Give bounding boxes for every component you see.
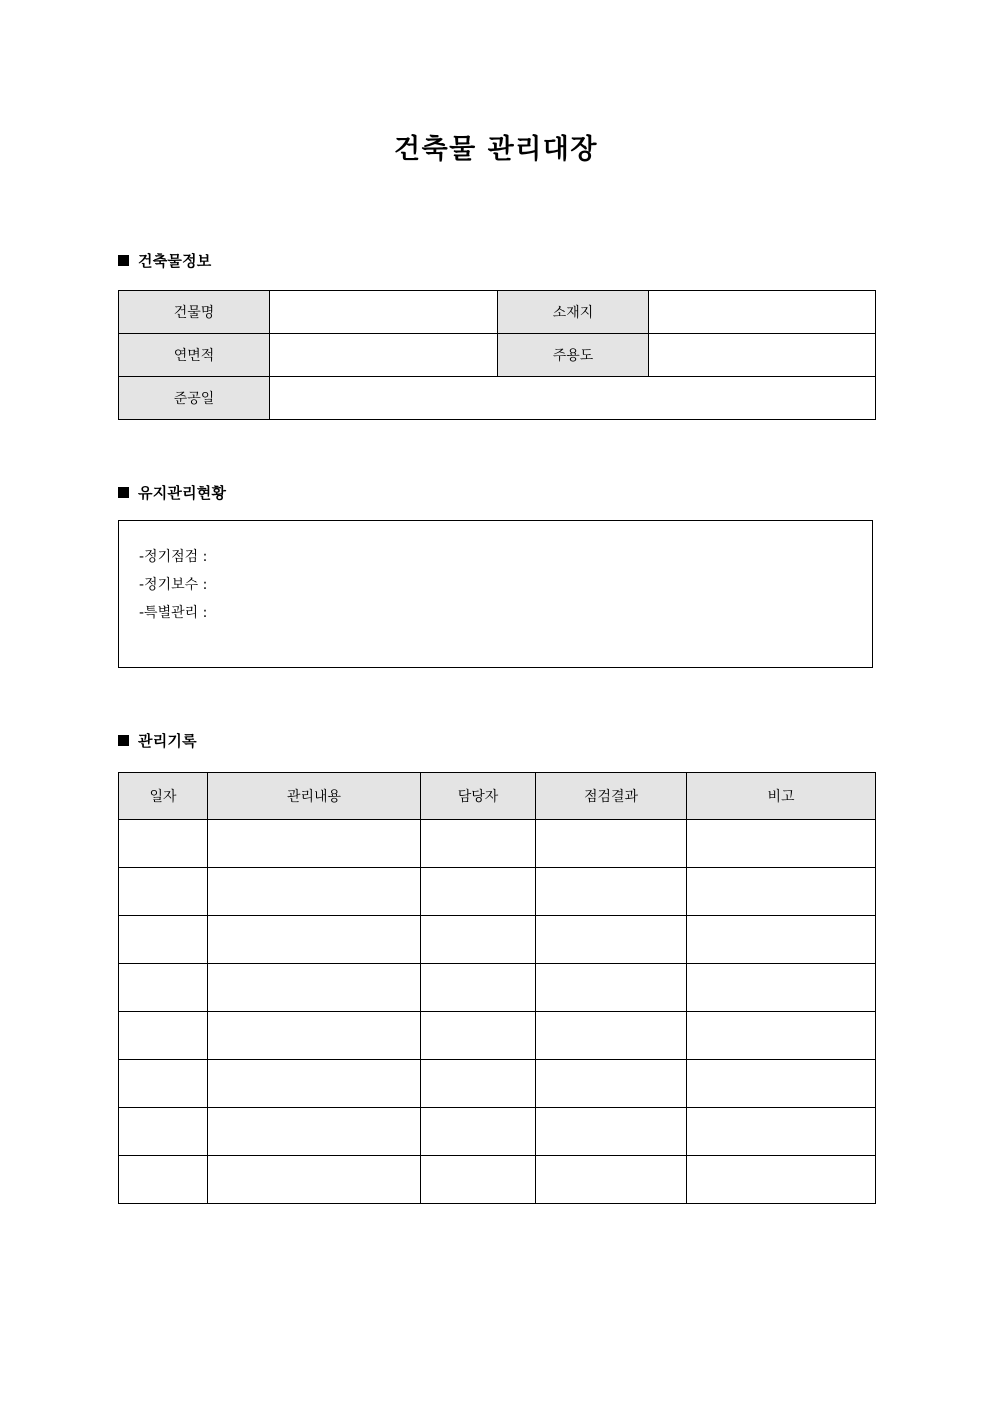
record-cell-inspection-result[interactable] — [536, 1156, 687, 1204]
record-cell-content[interactable] — [208, 1156, 421, 1204]
page-title: 건축물 관리대장 — [394, 134, 598, 165]
section-heading-maintenance-label: 유지관리현황 — [138, 484, 227, 502]
record-cell-content[interactable] — [208, 1108, 421, 1156]
record-cell-inspection-result[interactable] — [536, 916, 687, 964]
record-cell-person-in-charge[interactable] — [421, 868, 536, 916]
field-label-building-name: 건물명 — [119, 291, 270, 334]
maintenance-line-special-management: -특별관리 : — [139, 605, 208, 621]
record-cell-inspection-result[interactable] — [536, 1012, 687, 1060]
square-bullet-icon — [118, 735, 129, 746]
record-cell-date[interactable] — [119, 868, 208, 916]
table-row — [119, 1108, 876, 1156]
record-cell-remarks[interactable] — [687, 964, 876, 1012]
field-label-completion-date: 준공일 — [119, 377, 270, 420]
record-cell-remarks[interactable] — [687, 1012, 876, 1060]
table-row — [119, 291, 876, 334]
table-row — [119, 964, 876, 1012]
field-value-building-name[interactable] — [270, 291, 498, 334]
record-cell-remarks[interactable] — [687, 1156, 876, 1204]
record-cell-date[interactable] — [119, 1156, 208, 1204]
column-header-content: 관리내용 — [208, 773, 421, 820]
field-label-total-floor-area: 연면적 — [119, 334, 270, 377]
record-cell-remarks[interactable] — [687, 868, 876, 916]
record-cell-inspection-result[interactable] — [536, 868, 687, 916]
column-header-inspection-result: 점검결과 — [536, 773, 687, 820]
column-header-person-in-charge: 담당자 — [421, 773, 536, 820]
record-cell-content[interactable] — [208, 1012, 421, 1060]
field-value-total-floor-area[interactable] — [270, 334, 498, 377]
field-value-location[interactable] — [649, 291, 876, 334]
section-heading-maintenance — [118, 482, 226, 503]
column-header-date: 일자 — [119, 773, 208, 820]
record-cell-content[interactable] — [208, 1060, 421, 1108]
maintenance-lines — [139, 543, 207, 627]
column-header-remarks: 비고 — [687, 773, 876, 820]
table-row — [119, 868, 876, 916]
record-cell-person-in-charge[interactable] — [421, 1060, 536, 1108]
record-cell-content[interactable] — [208, 916, 421, 964]
record-cell-content[interactable] — [208, 964, 421, 1012]
square-bullet-icon — [118, 487, 129, 498]
table-row — [119, 1156, 876, 1204]
record-cell-inspection-result[interactable] — [536, 1108, 687, 1156]
record-cell-date[interactable] — [119, 916, 208, 964]
record-cell-remarks[interactable] — [687, 1060, 876, 1108]
square-bullet-icon — [118, 255, 129, 266]
record-cell-date[interactable] — [119, 964, 208, 1012]
field-label-main-use: 주용도 — [498, 334, 649, 377]
record-cell-remarks[interactable] — [687, 916, 876, 964]
record-cell-person-in-charge[interactable] — [421, 916, 536, 964]
section-heading-building-info-label: 건축물정보 — [138, 252, 212, 270]
record-cell-person-in-charge[interactable] — [421, 1012, 536, 1060]
record-cell-remarks[interactable] — [687, 820, 876, 868]
management-records-table — [118, 772, 876, 1204]
maintenance-status-box[interactable] — [118, 520, 873, 668]
record-cell-person-in-charge[interactable] — [421, 964, 536, 1012]
maintenance-line-regular-inspection: -정기점검 : — [139, 549, 208, 565]
section-heading-records — [118, 730, 197, 751]
record-cell-person-in-charge[interactable] — [421, 1156, 536, 1204]
table-row — [119, 1012, 876, 1060]
field-label-location: 소재지 — [498, 291, 649, 334]
record-cell-inspection-result[interactable] — [536, 820, 687, 868]
building-info-table — [118, 290, 876, 420]
record-cell-inspection-result[interactable] — [536, 1060, 687, 1108]
record-cell-date[interactable] — [119, 1060, 208, 1108]
maintenance-line-regular-repair: -정기보수 : — [139, 577, 208, 593]
record-cell-remarks[interactable] — [687, 1108, 876, 1156]
field-value-completion-date[interactable] — [270, 377, 876, 420]
table-row — [119, 916, 876, 964]
table-row — [119, 1060, 876, 1108]
record-cell-person-in-charge[interactable] — [421, 1108, 536, 1156]
record-cell-person-in-charge[interactable] — [421, 820, 536, 868]
record-cell-content[interactable] — [208, 820, 421, 868]
record-cell-inspection-result[interactable] — [536, 964, 687, 1012]
section-heading-building-info — [118, 250, 211, 271]
table-row — [119, 334, 876, 377]
field-value-main-use[interactable] — [649, 334, 876, 377]
records-body — [119, 820, 876, 1204]
section-heading-records-label: 관리기록 — [138, 732, 197, 750]
record-cell-date[interactable] — [119, 1012, 208, 1060]
table-header-row — [119, 773, 876, 820]
table-row — [119, 377, 876, 420]
record-cell-date[interactable] — [119, 1108, 208, 1156]
record-cell-date[interactable] — [119, 820, 208, 868]
table-row — [119, 820, 876, 868]
record-cell-content[interactable] — [208, 868, 421, 916]
